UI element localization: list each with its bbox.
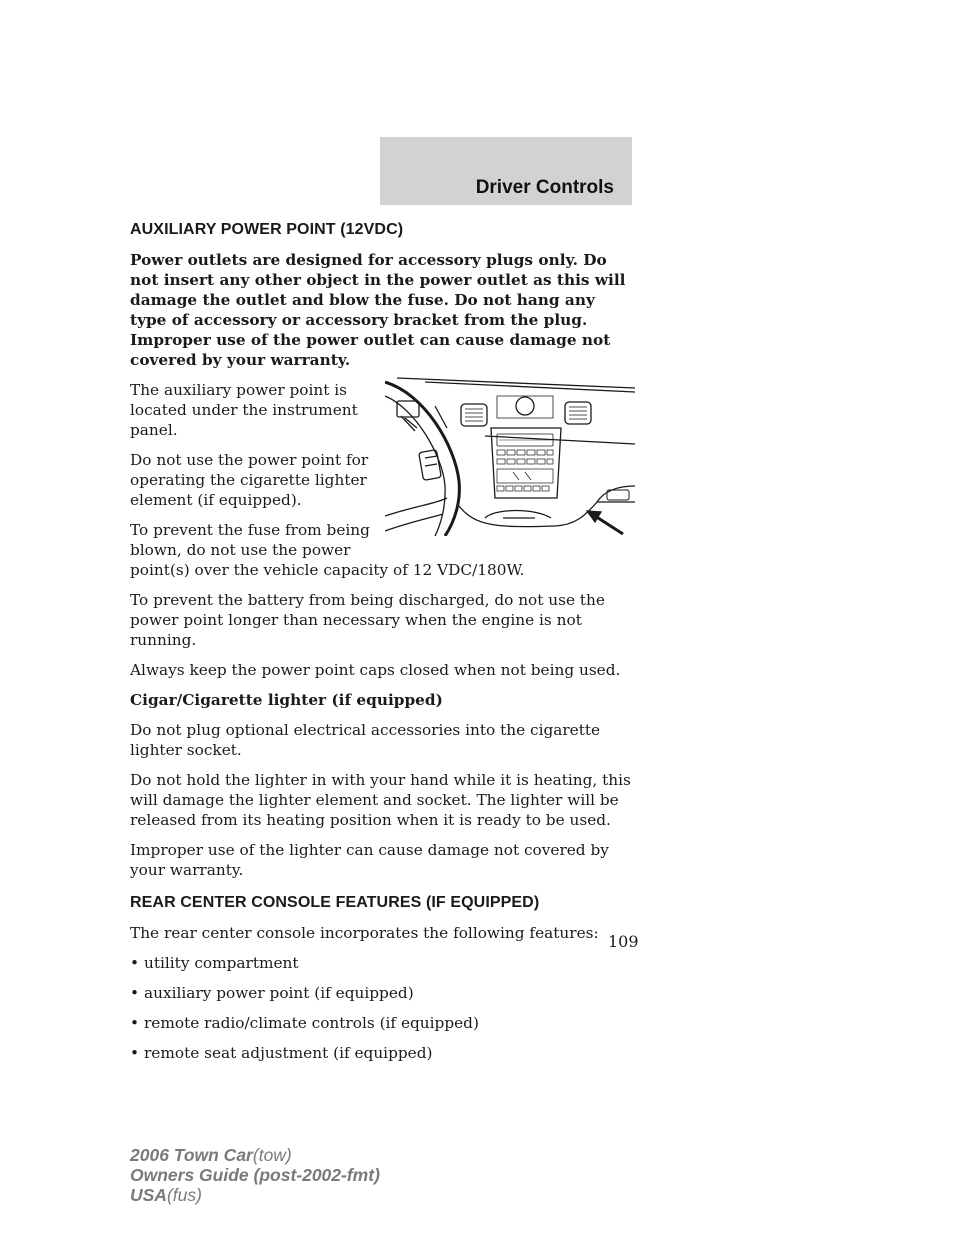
list-item: • auxiliary power point (if equipped) (130, 983, 635, 1003)
aux-power-heading: AUXILIARY POWER POINT (12VDC) (130, 221, 404, 238)
rear-console-intro: The rear center console incorporates the following features: (130, 924, 599, 942)
page-content (130, 221, 635, 1073)
aux-power-fuse-note: To prevent the fuse from being blown, do not use the power point(s) over the vehicle capacity of 12 VDC/180W. (130, 521, 525, 579)
aux-power-battery-note: To prevent the battery from being discharged, do not use the power point longer than necessary when the engine is not running. (130, 591, 605, 649)
footer-model: 2006 Town Car (130, 1145, 253, 1165)
list-item: • utility compartment (130, 953, 635, 973)
list-item: • remote radio/climate controls (if equipped) (130, 1013, 635, 1033)
list-item: • remote seat adjustment (if equipped) (130, 1043, 635, 1063)
aux-power-warning: Power outlets are designed for accessory plugs only. Do not insert any other object in the power outlet as this will damage the outlet and blow the fuse. Do not hang any type of accessory or accessory bracket from the plug. Improper use of the power outlet can cause damage not covered by your warranty. (130, 251, 626, 369)
aux-power-location: The auxiliary power point is located under the instrument panel. (130, 381, 358, 439)
lighter-heading: Cigar/Cigarette lighter (if equipped) (130, 691, 443, 709)
footer-guide: Owners Guide (post-2002-fmt) (130, 1165, 380, 1185)
page-number: 109 (608, 932, 639, 951)
aux-power-caps-note: Always keep the power point caps closed when not being used. (130, 661, 621, 679)
aux-power-lighter-note: Do not use the power point for operating the cigarette lighter element (if equipped). (130, 451, 369, 509)
header-band (380, 137, 632, 205)
footer-market-code: (fus) (166, 1185, 202, 1205)
rear-console-feature-list (130, 953, 635, 1063)
document-footer (130, 1145, 380, 1205)
lighter-p1: Do not plug optional electrical accessories into the cigarette lighter socket. (130, 721, 601, 759)
rear-console-heading: REAR CENTER CONSOLE FEATURES (IF EQUIPPED) (130, 894, 540, 911)
section-title: Driver Controls (475, 177, 614, 198)
footer-model-code: (tow) (252, 1145, 292, 1165)
footer-market: USA (130, 1185, 167, 1205)
lighter-p2: Do not hold the lighter in with your hand while it is heating, this will damage the lighter element and socket. The lighter will be released from its heating position when it is ready to be used. (130, 771, 631, 829)
lighter-p3: Improper use of the lighter can cause damage not covered by your warranty. (130, 841, 609, 879)
instrument-panel-illustration (385, 376, 635, 536)
